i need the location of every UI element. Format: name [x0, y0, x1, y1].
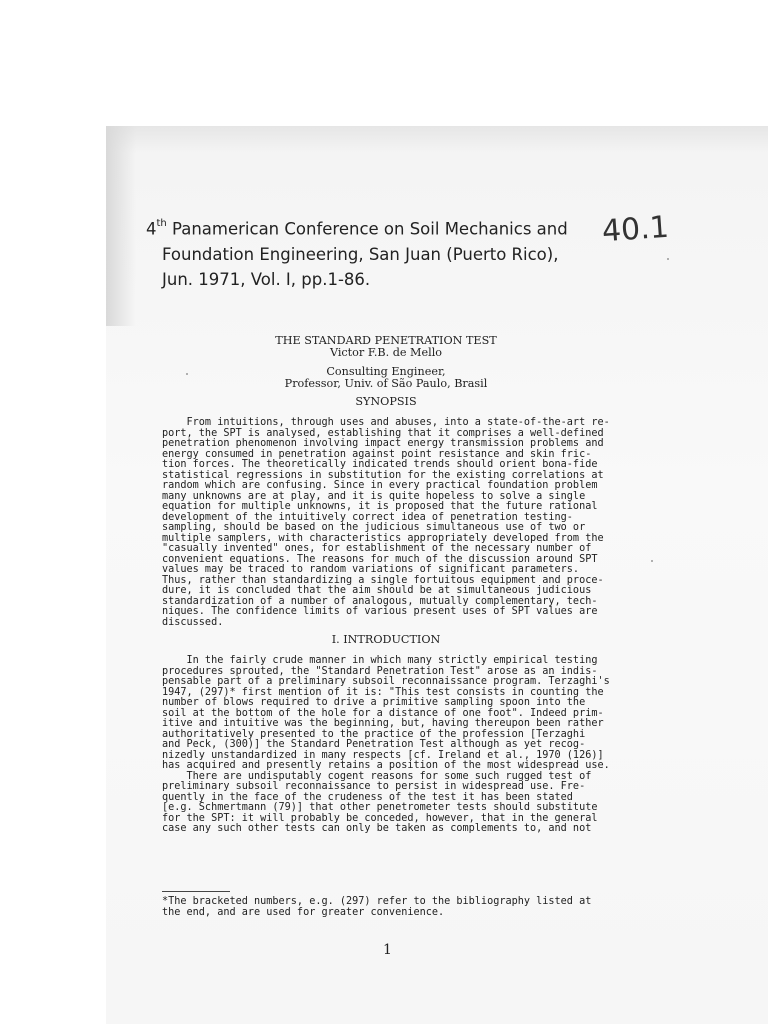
- synopsis-line: many unknowns are at play, and it is quite hopeless to solve a single: [162, 490, 586, 502]
- introduction-line: procedures sprouted, the "Standard Penetration Test" arose as an indis-: [162, 665, 598, 677]
- synopsis-line: sampling, should be based on the judicious simultaneous use of two or: [162, 522, 586, 533]
- synopsis-line: multiple samplers, with characteristics appropriately developed from the: [162, 532, 604, 544]
- introduction-line: nizedly unstandardized in many respects [cf. Ireland et al., 1970 (126)]: [162, 749, 604, 761]
- introduction-line: quently in the face of the crudeness of the test it has been stated: [162, 791, 573, 803]
- synopsis-line: standardization of a number of analogous, mutually complementary, tech-: [162, 595, 598, 607]
- synopsis-line: convenient equations. The reasons for much of the discussion around SPT: [162, 553, 598, 565]
- footnote-rule: [162, 891, 230, 892]
- synopsis-line: values may be traced to random variations of significant parameters.: [162, 564, 580, 575]
- header-line-1-text: Panamerican Conference on Soil Mechanics and: [166, 219, 568, 239]
- synopsis-line: port, the SPT is analysed, establishing that it comprises a well-defined: [162, 427, 604, 439]
- introduction-line: case any such other tests can only be taken as complements to, and not: [162, 823, 592, 834]
- introduction-line: has acquired and presently retains a position of the most widespread use.: [162, 760, 610, 771]
- introduction-line: for the SPT: it will probably be conceded, however, that in the general: [162, 812, 598, 824]
- introduction-line: [e.g. Schmertmann (79)] that other penetrometer tests should substitute: [162, 802, 598, 813]
- synopsis-line: discussed.: [162, 616, 224, 628]
- synopsis-line: development of the intuitively correct idea of penetration testing-: [162, 511, 573, 523]
- scan-shadow: [106, 126, 136, 326]
- footnote-line: *The bracketed numbers, e.g. (297) refer to the bibliography listed at: [162, 896, 592, 907]
- header-line-3: Jun. 1971, Vol. I, pp.1-86.: [162, 269, 371, 289]
- synopsis-line: statistical regressions in substitution for the existing correlations at: [162, 469, 604, 481]
- synopsis-heading: SYNOPSIS: [355, 395, 417, 408]
- header-line-2: Foundation Engineering, San Juan (Puerto Rico),: [162, 244, 559, 264]
- scan-speck: [651, 560, 653, 562]
- scan-speck: [667, 258, 669, 260]
- affiliation-line-2: Professor, Univ. of São Paulo, Brasil: [284, 377, 488, 390]
- introduction-line: pensable part of a preliminary subsoil reconnaissance program. Terzaghi's: [162, 676, 610, 687]
- introduction-line: preliminary subsoil reconnaissance to persist in widespread use. Fre-: [162, 781, 586, 792]
- intro-heading: I. INTRODUCTION: [331, 633, 441, 646]
- page-number: 1: [383, 942, 392, 958]
- synopsis-line: equation for multiple unknowns, it is proposed that the future rational: [162, 501, 598, 512]
- introduction-line: and Peck, (300)] the Standard Penetration Test although as yet recog-: [162, 739, 586, 750]
- synopsis-line: Thus, rather than standardizing a single fortuitous equipment and proce-: [162, 574, 604, 586]
- synopsis-line: penetration phenomenon involving impact energy transmission problems and: [162, 438, 604, 449]
- synopsis-line: "casually invented" ones, for establishment of the necessary number of: [162, 543, 592, 554]
- synopsis-line: niques. The confidence limits of various present uses of SPT values are: [162, 606, 598, 617]
- introduction-body: [162, 656, 624, 835]
- introduction-line: There are undisputably cogent reasons for some such rugged test of: [162, 770, 592, 782]
- introduction-line: authoritatively presented to the practice of the profession [Terzaghi: [162, 728, 586, 740]
- introduction-line: 1947, (297)* first mention of it is: "This test consists in counting the: [162, 686, 604, 698]
- introduction-line: soil at the bottom of the hole for a distance of one foot". Indeed prim-: [162, 707, 604, 719]
- header-number: 4: [146, 219, 157, 239]
- header-line-1: [146, 213, 616, 242]
- synopsis-line: tion forces. The theoretically indicated trends should orient bona-fide: [162, 459, 598, 470]
- synopsis-body: [162, 418, 624, 628]
- conference-header: [146, 213, 616, 292]
- introduction-line: number of blows required to drive a primitive sampling spoon into the: [162, 697, 586, 708]
- introduction-line: In the fairly crude manner in which many strictly empirical testing: [162, 655, 598, 666]
- synopsis-line: random which are confusing. Since in every practical foundation problem: [162, 480, 598, 491]
- introduction-line: itive and intuitive was the beginning, but, having thereupon been rather: [162, 718, 604, 729]
- affiliation-line-1: Consulting Engineer,: [326, 365, 446, 378]
- footnote: [162, 897, 624, 918]
- header-superscript: th: [156, 218, 167, 229]
- synopsis-line: energy consumed in penetration against point resistance and skin fric-: [162, 448, 592, 460]
- paper-author: Victor F.B. de Mello: [329, 346, 443, 359]
- handwritten-paper-number: 40.1: [600, 209, 670, 250]
- synopsis-line: dure, it is concluded that the aim should be at simultaneous judicious: [162, 585, 592, 596]
- paper-title: THE STANDARD PENETRATION TEST: [275, 334, 497, 347]
- synopsis-line: From intuitions, through uses and abuses, into a state-of-the-art re-: [162, 417, 610, 428]
- footnote-line: the end, and are used for greater convenience.: [162, 906, 445, 918]
